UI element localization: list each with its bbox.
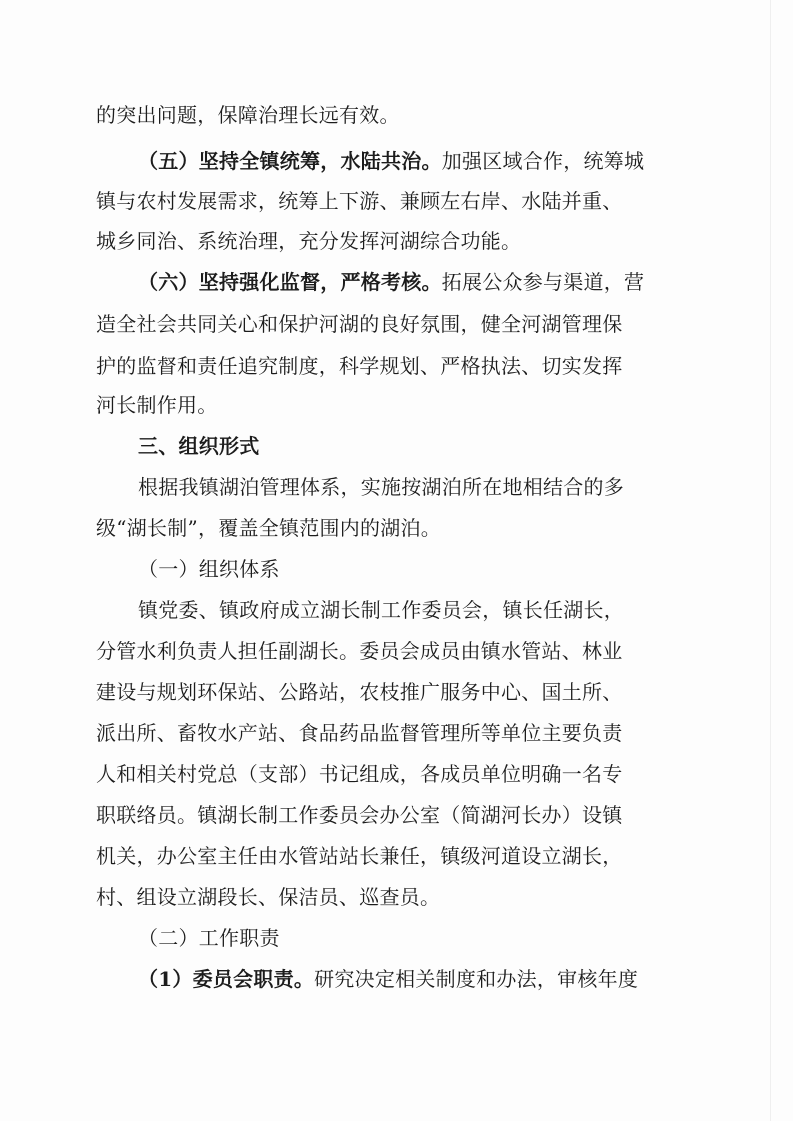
item-6-first-line (138, 265, 686, 299)
paragraph-line: 镇党委、镇政府成立湖长制工作委员会，镇长任湖长， (138, 598, 624, 622)
paragraph-line: 根据我镇湖泊管理体系，实施按湖泊所在地相结合的多 (138, 475, 624, 499)
duty-1-text: 研究决定相关制度和办法，审核年度 (314, 967, 639, 991)
section-3-title: 三、组织形式 (138, 434, 260, 458)
duty-1-first-line (138, 962, 686, 996)
paragraph-line: 的突出问题，保障治理长远有效。 (96, 103, 400, 127)
paragraph-line: 村、组设立湖段长、保洁员、巡查员。 (96, 885, 441, 909)
paragraph-line: 建设与规划环保站、公路站，农枝推广服务中心、国土所、 (96, 680, 623, 704)
paragraph-line: 造全社会共同关心和保护河湖的良好氛围，健全河湖管理保 (96, 312, 623, 336)
item-6-heading: （六）坚持强化监督，严格考核。 (138, 270, 442, 294)
scan-edge-line (770, 0, 771, 1121)
paragraph-line: 护的监督和责任追究制度，科学规划、严格执法、切实发挥 (96, 354, 623, 378)
paragraph-line: 机关，办公室主任由水管站站长兼任，镇级河道设立湖长， (96, 844, 623, 868)
item-6-text: 拓展公众参与渠道，营 (441, 270, 645, 294)
paragraph-line: 城乡同治、系统治理，充分发挥河湖综合功能。 (96, 229, 522, 253)
item-5-text: 加强区域合作，统筹城 (441, 149, 645, 173)
paragraph-line: 河长制作用。 (96, 393, 218, 417)
paragraph-line: 职联络员。镇湖长制工作委员会办公室（简湖河长办）设镇 (96, 803, 623, 827)
paragraph-line: 镇与农村发展需求，统筹上下游、兼顾左右岸、水陆并重、 (96, 189, 623, 213)
paragraph-line: 派出所、畜牧水产站、食品药品监督管理所等单位主要负责 (96, 721, 623, 745)
subsection-2-title: （二）工作职责 (138, 926, 280, 950)
paragraph-line: 分管水利负责人担任副湖长。委员会成员由镇水管站、林业 (96, 639, 623, 663)
paragraph-line: 级“湖长制”，覆盖全镇范围内的湖泊。 (96, 516, 441, 540)
subsection-1-title: （一）组织体系 (138, 557, 280, 581)
paragraph-line: 人和相关村党总（支部）书记组成，各成员单位明确一名专 (96, 762, 623, 786)
duty-1-heading: （1）委员会职责。 (138, 967, 315, 991)
item-5-heading: （五）坚持全镇统筹，水陆共治。 (138, 149, 442, 173)
item-5-first-line (138, 144, 686, 178)
